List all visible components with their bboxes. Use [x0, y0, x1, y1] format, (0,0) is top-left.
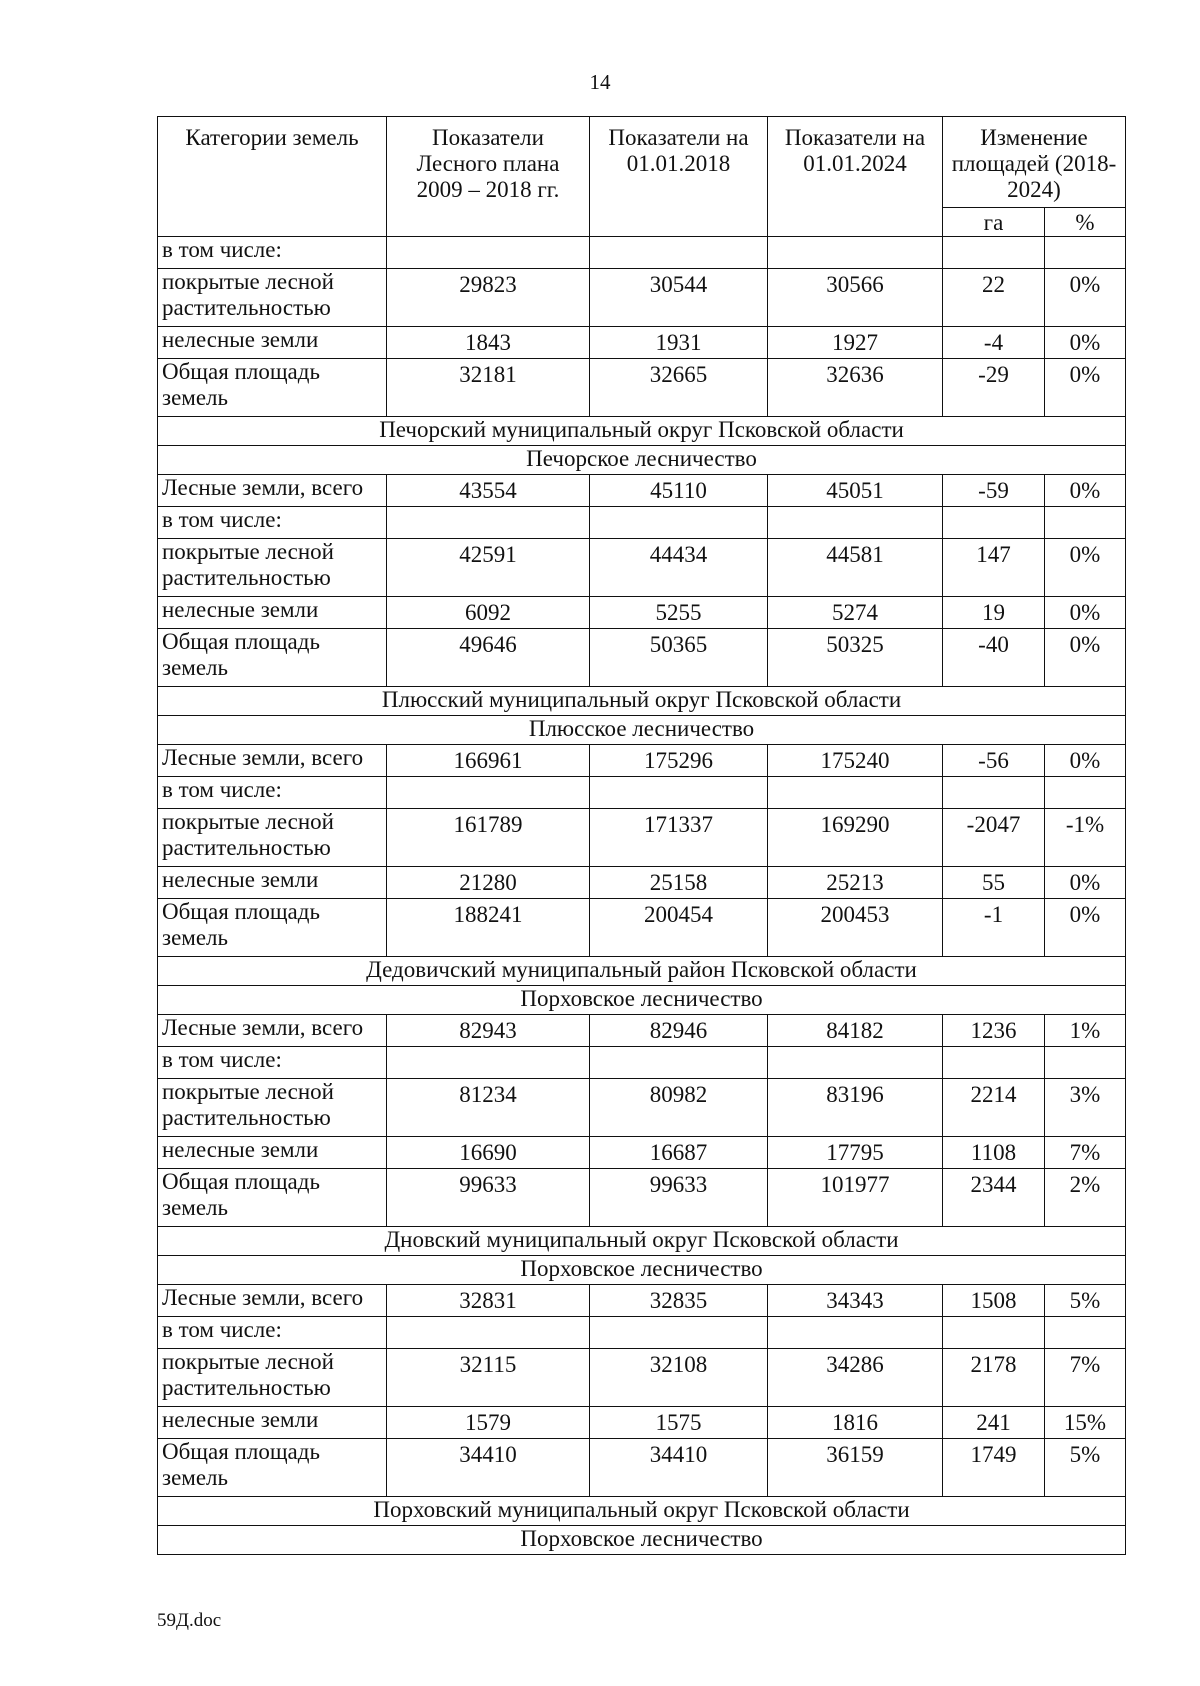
row-label: нелесные земли [158, 327, 387, 359]
table-row [158, 1079, 1126, 1137]
cell-pct: 7% [1045, 1137, 1126, 1169]
table-row [158, 1137, 1126, 1169]
cell-pct: 0% [1045, 539, 1126, 597]
cell-ha [943, 1317, 1045, 1349]
cell-v2: 171337 [590, 809, 768, 867]
cell-v3: 50325 [768, 629, 943, 687]
cell-v3 [768, 1317, 943, 1349]
subheading-row [158, 507, 1126, 539]
cell-v3: 44581 [768, 539, 943, 597]
table-row [158, 269, 1126, 327]
section-title: Порховский муниципальный округ Псковской области [158, 1497, 1126, 1526]
cell-v2 [590, 237, 768, 269]
cell-v1: 99633 [387, 1169, 590, 1227]
cell-pct: 0% [1045, 327, 1126, 359]
table-body [158, 237, 1126, 1555]
cell-v2: 175296 [590, 745, 768, 777]
cell-v2: 1931 [590, 327, 768, 359]
cell-v3: 84182 [768, 1015, 943, 1047]
cell-v3: 83196 [768, 1079, 943, 1137]
cell-pct: 0% [1045, 475, 1126, 507]
cell-pct: 5% [1045, 1285, 1126, 1317]
row-label: в том числе: [158, 237, 387, 269]
cell-v2: 82946 [590, 1015, 768, 1047]
row-label: Общая площадь земель [158, 1439, 387, 1497]
subheading-row [158, 237, 1126, 269]
cell-pct [1045, 777, 1126, 809]
header-change: Изменение площадей (2018-2024) [943, 117, 1126, 208]
row-label: нелесные земли [158, 1137, 387, 1169]
cell-ha: -4 [943, 327, 1045, 359]
cell-v3: 101977 [768, 1169, 943, 1227]
subheading-row [158, 777, 1126, 809]
header-2024: Показатели на 01.01.2024 [768, 117, 943, 237]
page-number: 14 [589, 70, 611, 94]
cell-v2: 50365 [590, 629, 768, 687]
table-row [158, 1407, 1126, 1439]
section-row [158, 446, 1126, 475]
footer-filename: 59Д.doc [157, 1610, 222, 1631]
section-row [158, 687, 1126, 716]
cell-v2: 30544 [590, 269, 768, 327]
cell-ha: -29 [943, 359, 1045, 417]
row-label: покрытые лесной растительностью [158, 1079, 387, 1137]
section-row [158, 957, 1126, 986]
cell-ha: 1749 [943, 1439, 1045, 1497]
cell-v1: 166961 [387, 745, 590, 777]
cell-v3: 34343 [768, 1285, 943, 1317]
cell-v3 [768, 777, 943, 809]
cell-v1: 188241 [387, 899, 590, 957]
cell-v1 [387, 1317, 590, 1349]
cell-pct: 0% [1045, 867, 1126, 899]
cell-v2 [590, 507, 768, 539]
cell-v3 [768, 507, 943, 539]
cell-v1: 21280 [387, 867, 590, 899]
cell-ha [943, 1047, 1045, 1079]
table-row [158, 1015, 1126, 1047]
cell-v3: 45051 [768, 475, 943, 507]
cell-pct: 0% [1045, 359, 1126, 417]
row-label: в том числе: [158, 777, 387, 809]
cell-v1: 29823 [387, 269, 590, 327]
row-label: Лесные земли, всего [158, 1285, 387, 1317]
cell-ha [943, 507, 1045, 539]
cell-v1: 32181 [387, 359, 590, 417]
row-label: покрытые лесной растительностью [158, 539, 387, 597]
cell-pct [1045, 1317, 1126, 1349]
cell-ha: -56 [943, 745, 1045, 777]
cell-v3: 32636 [768, 359, 943, 417]
cell-ha: 1508 [943, 1285, 1045, 1317]
land-category-table-wrap [157, 116, 1125, 1555]
header-ha: га [943, 208, 1045, 237]
cell-v1: 1843 [387, 327, 590, 359]
cell-pct: 7% [1045, 1349, 1126, 1407]
cell-pct: 1% [1045, 1015, 1126, 1047]
cell-ha: -59 [943, 475, 1045, 507]
cell-v1: 43554 [387, 475, 590, 507]
cell-v2: 44434 [590, 539, 768, 597]
section-title: Порховское лесничество [158, 1256, 1126, 1285]
row-label: покрытые лесной растительностью [158, 809, 387, 867]
cell-pct: 2% [1045, 1169, 1126, 1227]
section-row [158, 417, 1126, 446]
cell-v2: 80982 [590, 1079, 768, 1137]
cell-v1: 6092 [387, 597, 590, 629]
cell-v2: 16687 [590, 1137, 768, 1169]
row-label: Общая площадь земель [158, 629, 387, 687]
table-row [158, 745, 1126, 777]
row-label: Лесные земли, всего [158, 475, 387, 507]
section-row [158, 1227, 1126, 1256]
cell-pct: 0% [1045, 269, 1126, 327]
cell-v1: 49646 [387, 629, 590, 687]
cell-ha: 19 [943, 597, 1045, 629]
cell-ha: -1 [943, 899, 1045, 957]
cell-v3: 34286 [768, 1349, 943, 1407]
cell-v2: 200454 [590, 899, 768, 957]
cell-pct: 0% [1045, 597, 1126, 629]
cell-v2 [590, 1047, 768, 1079]
cell-ha [943, 777, 1045, 809]
cell-v3: 1816 [768, 1407, 943, 1439]
cell-pct: 5% [1045, 1439, 1126, 1497]
cell-ha: 241 [943, 1407, 1045, 1439]
table-row [158, 597, 1126, 629]
section-title: Плюсский муниципальный округ Псковской области [158, 687, 1126, 716]
cell-pct [1045, 507, 1126, 539]
section-title: Печорский муниципальный округ Псковской области [158, 417, 1126, 446]
cell-v1: 32115 [387, 1349, 590, 1407]
cell-v3: 36159 [768, 1439, 943, 1497]
section-title: Порховское лесничество [158, 1526, 1126, 1555]
cell-v2: 25158 [590, 867, 768, 899]
cell-v2: 34410 [590, 1439, 768, 1497]
section-title: Дновский муниципальный округ Псковской области [158, 1227, 1126, 1256]
cell-v2: 32665 [590, 359, 768, 417]
cell-v3 [768, 1047, 943, 1079]
cell-ha: 2344 [943, 1169, 1045, 1227]
table-row [158, 1349, 1126, 1407]
cell-v3: 1927 [768, 327, 943, 359]
cell-ha [943, 237, 1045, 269]
table-row [158, 475, 1126, 507]
cell-v1: 82943 [387, 1015, 590, 1047]
cell-v2 [590, 777, 768, 809]
header-forest-plan: Показатели Лесного плана 2009 – 2018 гг. [387, 117, 590, 237]
section-title: Дедовичский муниципальный район Псковской области [158, 957, 1126, 986]
cell-pct: 0% [1045, 899, 1126, 957]
cell-v3: 200453 [768, 899, 943, 957]
cell-pct: -1% [1045, 809, 1126, 867]
header-category: Категории земель [158, 117, 387, 237]
cell-ha: 55 [943, 867, 1045, 899]
cell-ha: 1236 [943, 1015, 1045, 1047]
section-title: Плюсское лесничество [158, 716, 1126, 745]
cell-v2: 32835 [590, 1285, 768, 1317]
section-row [158, 1526, 1126, 1555]
header-2018: Показатели на 01.01.2018 [590, 117, 768, 237]
cell-v1 [387, 507, 590, 539]
cell-v1: 81234 [387, 1079, 590, 1137]
table-row [158, 899, 1126, 957]
cell-v3: 17795 [768, 1137, 943, 1169]
cell-v3 [768, 237, 943, 269]
row-label: в том числе: [158, 507, 387, 539]
row-label: нелесные земли [158, 597, 387, 629]
cell-v1: 1579 [387, 1407, 590, 1439]
section-row [158, 716, 1126, 745]
cell-ha: -40 [943, 629, 1045, 687]
table-row [158, 867, 1126, 899]
table-row [158, 1285, 1126, 1317]
subheading-row [158, 1317, 1126, 1349]
cell-v3: 25213 [768, 867, 943, 899]
cell-v1 [387, 1047, 590, 1079]
cell-ha: 2178 [943, 1349, 1045, 1407]
cell-v3: 30566 [768, 269, 943, 327]
cell-pct [1045, 1047, 1126, 1079]
cell-ha: 22 [943, 269, 1045, 327]
row-label: Лесные земли, всего [158, 745, 387, 777]
cell-v2: 45110 [590, 475, 768, 507]
row-label: покрытые лесной растительностью [158, 1349, 387, 1407]
row-label: Общая площадь земель [158, 899, 387, 957]
table-row [158, 327, 1126, 359]
cell-v2: 32108 [590, 1349, 768, 1407]
cell-ha: -2047 [943, 809, 1045, 867]
cell-pct: 3% [1045, 1079, 1126, 1137]
table-row [158, 359, 1126, 417]
row-label: в том числе: [158, 1047, 387, 1079]
cell-v1: 161789 [387, 809, 590, 867]
cell-v2: 5255 [590, 597, 768, 629]
row-label: покрытые лесной растительностью [158, 269, 387, 327]
cell-v2: 1575 [590, 1407, 768, 1439]
table-row [158, 629, 1126, 687]
table-row [158, 1169, 1126, 1227]
cell-v1: 32831 [387, 1285, 590, 1317]
cell-v1 [387, 777, 590, 809]
subheading-row [158, 1047, 1126, 1079]
cell-v3: 175240 [768, 745, 943, 777]
cell-v1 [387, 237, 590, 269]
cell-pct [1045, 237, 1126, 269]
table-row [158, 809, 1126, 867]
cell-v3: 5274 [768, 597, 943, 629]
section-row [158, 986, 1126, 1015]
section-title: Печорское лесничество [158, 446, 1126, 475]
row-label: Общая площадь земель [158, 1169, 387, 1227]
section-title: Порховское лесничество [158, 986, 1126, 1015]
cell-v1: 16690 [387, 1137, 590, 1169]
row-label: Лесные земли, всего [158, 1015, 387, 1047]
cell-pct: 0% [1045, 745, 1126, 777]
row-label: нелесные земли [158, 867, 387, 899]
row-label: Общая площадь земель [158, 359, 387, 417]
header-pct: % [1045, 208, 1126, 237]
section-row [158, 1497, 1126, 1526]
row-label: в том числе: [158, 1317, 387, 1349]
table-row [158, 539, 1126, 597]
cell-ha: 147 [943, 539, 1045, 597]
land-category-table [157, 116, 1126, 1555]
section-row [158, 1256, 1126, 1285]
cell-v1: 42591 [387, 539, 590, 597]
cell-pct: 15% [1045, 1407, 1126, 1439]
row-label: нелесные земли [158, 1407, 387, 1439]
cell-v1: 34410 [387, 1439, 590, 1497]
cell-v3: 169290 [768, 809, 943, 867]
table-row [158, 1439, 1126, 1497]
cell-v2 [590, 1317, 768, 1349]
cell-v2: 99633 [590, 1169, 768, 1227]
cell-ha: 2214 [943, 1079, 1045, 1137]
cell-pct: 0% [1045, 629, 1126, 687]
cell-ha: 1108 [943, 1137, 1045, 1169]
